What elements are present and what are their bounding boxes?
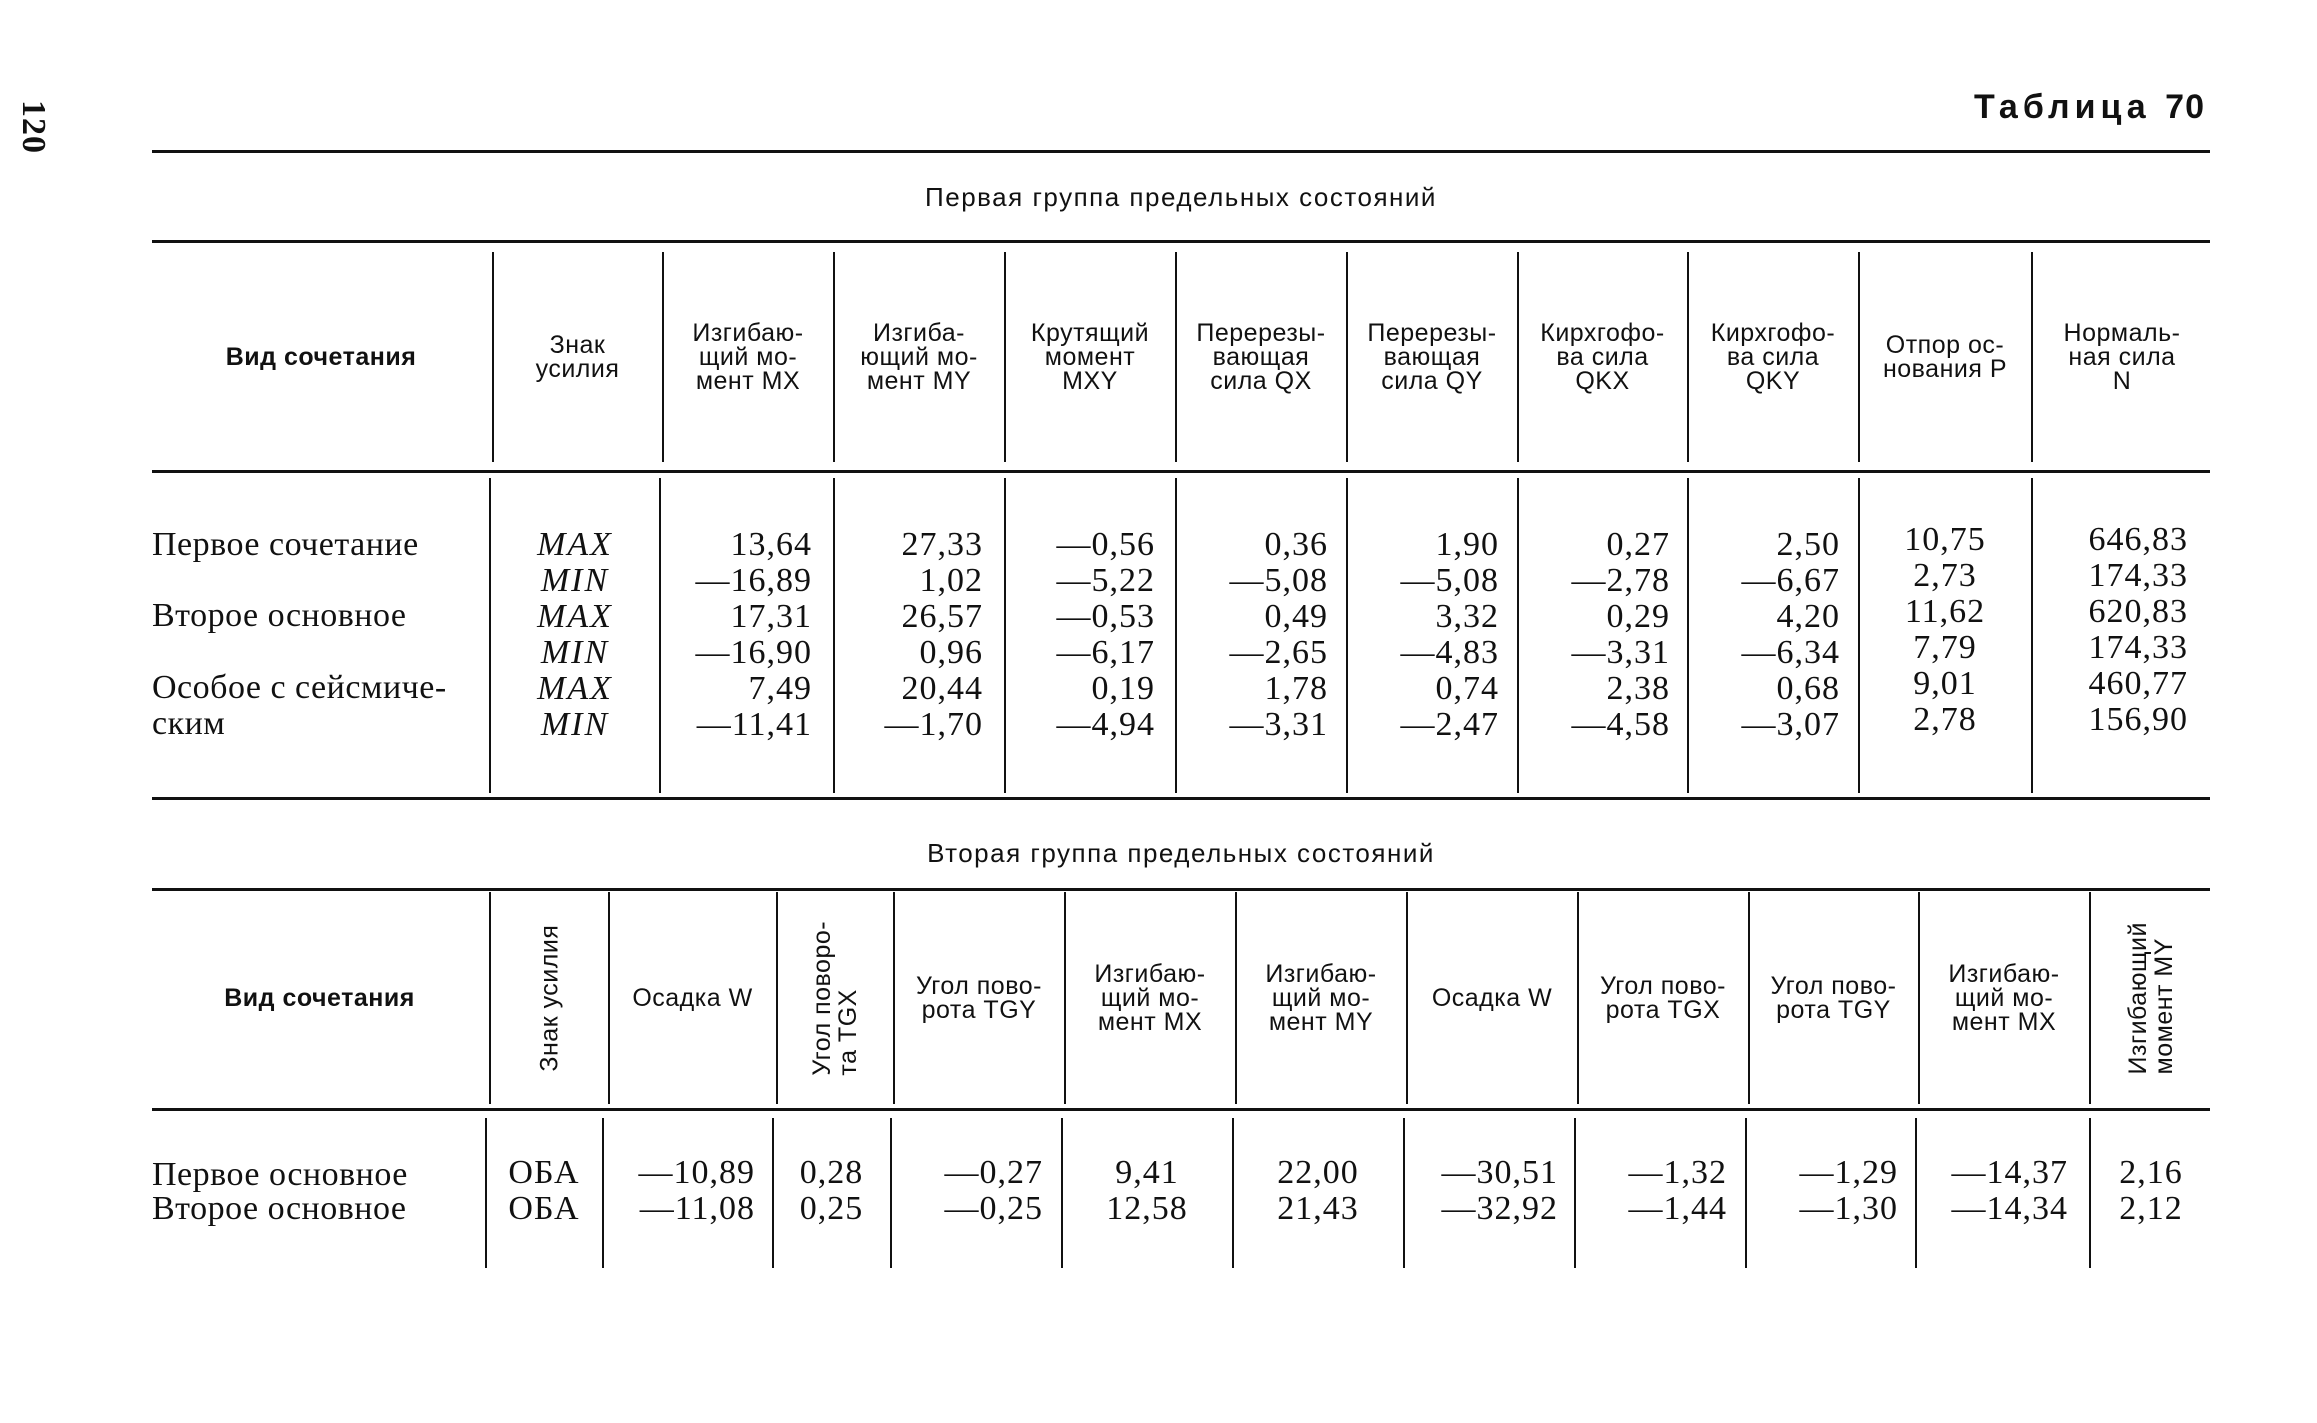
header-line: ва сила bbox=[1556, 342, 1649, 371]
g1-col-n bbox=[2034, 522, 2188, 738]
table-number: 70 bbox=[2165, 88, 2205, 126]
column-divider bbox=[1346, 478, 1348, 793]
cell: —14,34 bbox=[1951, 1190, 2068, 1227]
header-line: Угол поворо- bbox=[807, 920, 836, 1076]
cell: 22,00 bbox=[1277, 1154, 1359, 1191]
g1-row-label: Первое сочетание bbox=[152, 526, 419, 563]
header-line: мент MX bbox=[1097, 1008, 1203, 1037]
cell: —3,07 bbox=[1741, 706, 1840, 743]
header-line: Знак bbox=[549, 330, 606, 359]
g1-header-combination bbox=[152, 252, 490, 462]
g2-header-tgy2 bbox=[1751, 892, 1916, 1104]
column-divider bbox=[1004, 252, 1006, 462]
header-line: мент MX bbox=[1951, 1008, 2057, 1037]
cell: —1,32 bbox=[1628, 1154, 1727, 1191]
header-line: QKX bbox=[1575, 367, 1630, 396]
column-divider bbox=[659, 478, 661, 793]
cell: 0,25 bbox=[799, 1190, 864, 1227]
column-divider bbox=[2089, 892, 2091, 1104]
g2-col-sign bbox=[488, 1155, 600, 1227]
cell: 3,32 bbox=[1435, 598, 1499, 635]
cell: MIN bbox=[540, 706, 610, 743]
column-divider bbox=[833, 478, 835, 793]
cell: 7,79 bbox=[1913, 629, 1977, 666]
g2-header-my bbox=[1238, 892, 1404, 1104]
cell: ОБА bbox=[508, 1154, 580, 1191]
cell: —14,37 bbox=[1951, 1154, 2068, 1191]
table-caption bbox=[1974, 88, 2205, 127]
header-line: Угол пово- bbox=[1600, 971, 1726, 1000]
header-line: Перерезы- bbox=[1196, 318, 1326, 347]
cell: —4,94 bbox=[1056, 706, 1155, 743]
cell: 174,33 bbox=[2088, 557, 2188, 594]
column-divider bbox=[1175, 252, 1177, 462]
rule bbox=[152, 150, 2210, 153]
header-line: Угол пово- bbox=[1770, 971, 1897, 1000]
g1-header-p bbox=[1861, 252, 2029, 462]
cell: ОБА bbox=[508, 1190, 580, 1227]
column-divider bbox=[1232, 1118, 1234, 1268]
cell: 1,90 bbox=[1435, 526, 1499, 563]
cell: —1,29 bbox=[1799, 1154, 1898, 1191]
cell: 0,96 bbox=[919, 634, 983, 671]
cell: —1,70 bbox=[884, 706, 983, 743]
cell: 460,77 bbox=[2088, 665, 2188, 702]
cell: 10,75 bbox=[1904, 521, 1986, 558]
header-line: мент MY bbox=[1268, 1008, 1374, 1037]
cell: MAX bbox=[537, 670, 613, 707]
cell: —32,92 bbox=[1441, 1190, 1558, 1227]
g1-row-label: Особое с сейсмиче- bbox=[152, 669, 447, 706]
column-divider bbox=[1574, 1118, 1576, 1268]
header-line: Изгиба- bbox=[873, 318, 965, 347]
cell: 11,62 bbox=[1904, 593, 1986, 630]
table-label: Таблица bbox=[1974, 88, 2151, 126]
column-divider bbox=[1064, 892, 1066, 1104]
cell: —1,44 bbox=[1628, 1190, 1727, 1227]
group1-title: Первая группа предельных состояний bbox=[925, 182, 1437, 212]
cell: —11,41 bbox=[696, 706, 812, 743]
cell: 27,33 bbox=[901, 526, 983, 563]
cell: 2,73 bbox=[1913, 557, 1977, 594]
header-line bbox=[809, 921, 862, 1076]
g1-header-mxy bbox=[1007, 252, 1173, 462]
g2-header-w bbox=[611, 892, 774, 1104]
cell: MIN bbox=[540, 634, 610, 671]
cell: —4,83 bbox=[1400, 634, 1499, 671]
column-divider bbox=[2031, 252, 2033, 462]
header-line: Изгибаю- bbox=[1948, 959, 2060, 988]
header-line: щий мо- bbox=[1100, 983, 1200, 1012]
header-line: рота TGX bbox=[1605, 996, 1721, 1024]
header-line: усилия bbox=[535, 355, 620, 383]
g2-header-tgx bbox=[779, 892, 891, 1104]
header-line: Изгибаю- bbox=[1094, 959, 1206, 988]
g2-col-w2 bbox=[1406, 1155, 1558, 1227]
page-number: 120 bbox=[15, 100, 52, 154]
g1-header-my bbox=[836, 252, 1002, 462]
g2-header-combination bbox=[152, 892, 487, 1104]
column-divider bbox=[485, 1118, 487, 1268]
header-line: сила QY bbox=[1381, 367, 1483, 396]
column-divider bbox=[1748, 892, 1750, 1104]
g1-header-qx bbox=[1178, 252, 1344, 462]
header-line: Отпор ос- bbox=[1885, 330, 2005, 359]
column-divider bbox=[776, 892, 778, 1104]
header-line: рота TGY bbox=[921, 996, 1037, 1024]
rule bbox=[152, 797, 2210, 800]
g2-col-tgx bbox=[775, 1155, 888, 1227]
cell: 20,44 bbox=[901, 670, 983, 707]
cell: 2,50 bbox=[1776, 526, 1840, 563]
header-line: щий мо- bbox=[698, 342, 798, 371]
g1-header-sign bbox=[495, 252, 660, 462]
g1-col-mx bbox=[665, 527, 812, 743]
column-divider bbox=[1687, 252, 1689, 462]
column-divider bbox=[1918, 892, 1920, 1104]
g2-col-tgx2 bbox=[1577, 1155, 1727, 1227]
cell: 17,31 bbox=[730, 598, 812, 635]
cell: —30,51 bbox=[1441, 1154, 1558, 1191]
rule bbox=[152, 470, 2210, 473]
cell: —2,78 bbox=[1571, 562, 1670, 599]
g2-col-my2 bbox=[2092, 1155, 2210, 1227]
g2-header-tgy bbox=[896, 892, 1062, 1104]
cell: —5,22 bbox=[1056, 562, 1155, 599]
header-line: рота TGY bbox=[1776, 996, 1891, 1024]
g1-header-qy bbox=[1349, 252, 1515, 462]
g1-col-my bbox=[836, 527, 983, 743]
header-line: щий мо- bbox=[1271, 983, 1371, 1012]
column-divider bbox=[602, 1118, 604, 1268]
cell: 646,83 bbox=[2088, 521, 2188, 558]
header-line: Вид сочетания bbox=[224, 983, 415, 1012]
cell: —0,56 bbox=[1056, 526, 1155, 563]
g2-col-my bbox=[1235, 1155, 1401, 1227]
header-line: момент bbox=[1044, 342, 1136, 371]
column-divider bbox=[1517, 252, 1519, 462]
g1-col-p bbox=[1861, 522, 2029, 738]
column-divider bbox=[2089, 1118, 2091, 1268]
header-line: ная сила bbox=[2068, 342, 2176, 371]
header-line: MXY bbox=[1062, 367, 1118, 396]
cell: —0,25 bbox=[944, 1190, 1043, 1227]
g2-col-tgy2 bbox=[1748, 1155, 1898, 1227]
cell: 12,58 bbox=[1106, 1190, 1188, 1227]
cell: 13,64 bbox=[730, 526, 812, 563]
cell: —3,31 bbox=[1571, 634, 1670, 671]
cell: —0,27 bbox=[944, 1154, 1043, 1191]
cell: 0,36 bbox=[1264, 526, 1328, 563]
cell: —6,67 bbox=[1741, 562, 1840, 599]
g1-header-mx bbox=[665, 252, 831, 462]
cell: 2,38 bbox=[1606, 670, 1670, 707]
cell: —16,89 bbox=[695, 562, 812, 599]
column-divider bbox=[662, 252, 664, 462]
header-line: Перерезы- bbox=[1367, 318, 1497, 347]
header-line: ва сила bbox=[1726, 342, 1820, 371]
cell: —5,08 bbox=[1229, 562, 1328, 599]
cell: 7,49 bbox=[748, 670, 812, 707]
column-divider bbox=[1406, 892, 1408, 1104]
g2-header-w2 bbox=[1409, 892, 1575, 1104]
header-line: сила QX bbox=[1210, 367, 1312, 396]
cell: 0,29 bbox=[1606, 598, 1670, 635]
column-divider bbox=[2031, 478, 2033, 793]
column-divider bbox=[1004, 478, 1006, 793]
column-divider bbox=[1403, 1118, 1405, 1268]
column-divider bbox=[1235, 892, 1237, 1104]
g2-col-tgy bbox=[893, 1155, 1043, 1227]
column-divider bbox=[1745, 1118, 1747, 1268]
cell: —0,53 bbox=[1056, 598, 1155, 635]
cell: —1,30 bbox=[1799, 1190, 1898, 1227]
g2-col-mx2 bbox=[1918, 1155, 2068, 1227]
column-divider bbox=[492, 252, 494, 462]
cell: 0,19 bbox=[1091, 670, 1155, 707]
column-divider bbox=[772, 1118, 774, 1268]
column-divider bbox=[489, 892, 491, 1104]
group2-title: Вторая группа предельных состояний bbox=[927, 838, 1435, 868]
column-divider bbox=[1517, 478, 1519, 793]
header-line: щий мо- bbox=[1954, 983, 2054, 1012]
cell: 0,68 bbox=[1776, 670, 1840, 707]
header-line: Осадка W bbox=[632, 983, 753, 1012]
header-line: Осадка W bbox=[1431, 983, 1553, 1012]
header-line: мент MX bbox=[695, 367, 801, 396]
cell: 2,78 bbox=[1913, 701, 1977, 738]
cell: —6,17 bbox=[1056, 634, 1155, 671]
cell: MAX bbox=[537, 526, 613, 563]
cell: —16,90 bbox=[695, 634, 812, 671]
header-line: ющий мо- bbox=[860, 342, 978, 371]
g2-header-mx bbox=[1067, 892, 1233, 1104]
column-divider bbox=[1061, 1118, 1063, 1268]
g1-col-mxy bbox=[1007, 527, 1155, 743]
header-line: Крутящий bbox=[1030, 318, 1150, 347]
header-line: N bbox=[2112, 367, 2132, 396]
g1-col-qky bbox=[1690, 527, 1840, 743]
g2-col-w bbox=[605, 1155, 755, 1227]
g2-row-label: Первое основное bbox=[152, 1156, 408, 1193]
cell: 1,02 bbox=[919, 562, 983, 599]
header-line: Нормаль- bbox=[2063, 318, 2181, 347]
g2-col-mx bbox=[1064, 1155, 1230, 1227]
header-line: Кирхгофо- bbox=[1710, 318, 1836, 347]
cell: MAX bbox=[537, 598, 613, 635]
column-divider bbox=[1858, 252, 1860, 462]
cell: 174,33 bbox=[2088, 629, 2188, 666]
column-divider bbox=[1858, 478, 1860, 793]
g1-header-qkx bbox=[1520, 252, 1685, 462]
header-line: та TGX bbox=[834, 988, 863, 1076]
cell: —4,58 bbox=[1571, 706, 1670, 743]
header-line: Знак усилия bbox=[534, 924, 563, 1072]
header-line: Вид сочетания bbox=[225, 342, 417, 371]
cell: 9,01 bbox=[1913, 665, 1977, 702]
header-line: вающая bbox=[1383, 342, 1481, 371]
cell: —2,65 bbox=[1229, 634, 1328, 671]
column-divider bbox=[1687, 478, 1689, 793]
header-line: Изгибаю- bbox=[692, 318, 804, 347]
cell: 0,27 bbox=[1606, 526, 1670, 563]
cell: 1,78 bbox=[1264, 670, 1328, 707]
g2-header-tgx2 bbox=[1580, 892, 1746, 1104]
header-line: нования P bbox=[1882, 355, 2008, 383]
header-line bbox=[2125, 922, 2178, 1074]
rule bbox=[152, 1108, 2210, 1111]
g2-header-my2 bbox=[2092, 892, 2210, 1104]
g1-col-sign bbox=[500, 527, 650, 743]
cell: 620,83 bbox=[2088, 593, 2188, 630]
cell: 4,20 bbox=[1776, 598, 1840, 635]
rule bbox=[152, 240, 2210, 243]
header-line: Изгибающий bbox=[2123, 921, 2152, 1075]
g1-row-label: ским bbox=[152, 705, 226, 742]
cell: 0,28 bbox=[799, 1154, 864, 1191]
cell: —3,31 bbox=[1229, 706, 1328, 743]
g1-col-qx bbox=[1178, 527, 1328, 743]
column-divider bbox=[1346, 252, 1348, 462]
cell: 2,16 bbox=[2119, 1154, 2183, 1191]
column-divider bbox=[1577, 892, 1579, 1104]
cell: —10,89 bbox=[638, 1154, 755, 1191]
column-divider bbox=[833, 252, 835, 462]
header-line: Изгибаю- bbox=[1265, 959, 1377, 988]
header-line: мент MY bbox=[866, 367, 972, 396]
g2-header-mx2 bbox=[1921, 892, 2087, 1104]
cell: 0,74 bbox=[1435, 670, 1499, 707]
cell: 156,90 bbox=[2088, 701, 2188, 738]
rule bbox=[152, 888, 2210, 891]
cell: —11,08 bbox=[639, 1190, 755, 1227]
g2-row-label: Второе основное bbox=[152, 1190, 407, 1227]
header-line: Кирхгофо- bbox=[1540, 318, 1665, 347]
cell: —2,47 bbox=[1400, 706, 1499, 743]
column-divider bbox=[893, 892, 895, 1104]
g1-header-qky bbox=[1690, 252, 1856, 462]
column-divider bbox=[608, 892, 610, 1104]
cell: 0,49 bbox=[1264, 598, 1328, 635]
g1-row-label: Второе основное bbox=[152, 597, 407, 634]
cell: 21,43 bbox=[1277, 1190, 1359, 1227]
column-divider bbox=[890, 1118, 892, 1268]
cell: 9,41 bbox=[1115, 1154, 1179, 1191]
cell: MIN bbox=[540, 562, 610, 599]
g1-col-qy bbox=[1349, 527, 1499, 743]
header-line: QKY bbox=[1745, 367, 1801, 396]
column-divider bbox=[1175, 478, 1177, 793]
cell: 26,57 bbox=[901, 598, 983, 635]
cell: —5,08 bbox=[1400, 562, 1499, 599]
g2-header-sign bbox=[492, 892, 606, 1104]
header-line: момент MY bbox=[2150, 937, 2179, 1075]
column-divider bbox=[489, 478, 491, 793]
header-line: вающая bbox=[1212, 342, 1310, 371]
g1-header-n bbox=[2034, 252, 2210, 462]
header-line: Угол пово- bbox=[916, 971, 1042, 1000]
cell: —6,34 bbox=[1741, 634, 1840, 671]
cell: 2,12 bbox=[2119, 1190, 2183, 1227]
g1-col-qkx bbox=[1520, 527, 1670, 743]
column-divider bbox=[1915, 1118, 1917, 1268]
